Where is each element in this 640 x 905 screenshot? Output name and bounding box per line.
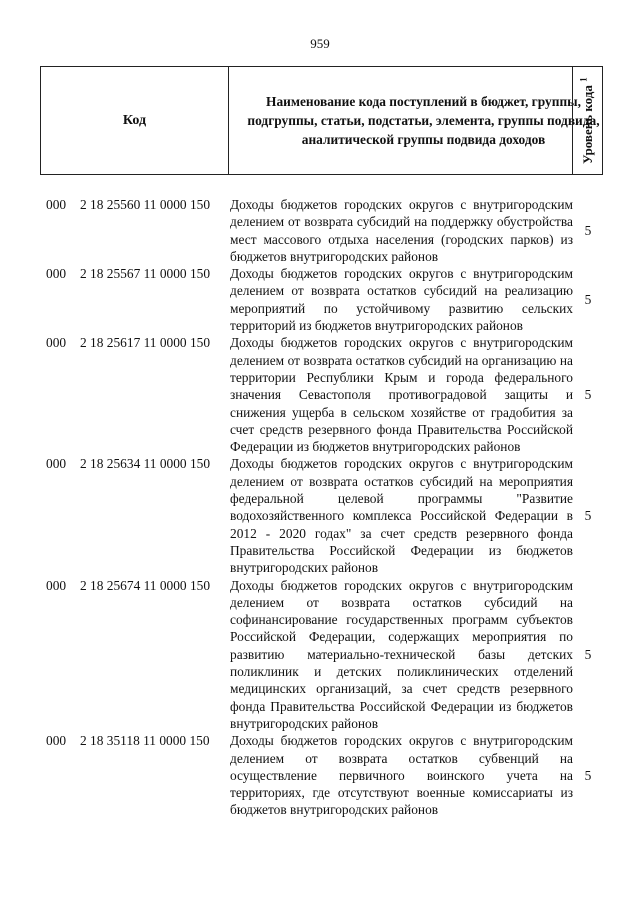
level-column-header (572, 67, 602, 174)
level-label: Уровень кода (580, 84, 596, 164)
row-description: Доходы бюджетов городских округов с внутригородским делением от возврата субсидий на поддержку обустройства мест массового отдыха населения (городских парков) из бюджетов внутригородских районов (230, 197, 573, 264)
level-column-header-label (579, 77, 596, 164)
row-group-code: 000 (46, 733, 67, 749)
row-level: 5 (584, 292, 592, 308)
table-row (40, 577, 603, 733)
table-row (40, 265, 603, 334)
row-income-code: 2 18 25617 11 0000 150 (80, 335, 211, 351)
row-description: Доходы бюджетов городских округов с внутригородским делением от возврата остатков субсидий на софинансирование государственных программ субъектов Российской Федерации, содержащих мероприятия по развитию материально-технической базы детских поликлиник и детских поликлинических отделений медицинских организаций, за счет средств резервного фонда Правительства Российской Федерации из бюджетов внутригородских районов (230, 577, 573, 731)
row-description: Доходы бюджетов городских округов с внутригородским делением от возврата остатков субсидий на реализацию мероприятий по устойчивому развитию сельских территорий из бюджетов внутригородских районов (230, 266, 573, 334)
row-level: 5 (584, 387, 592, 403)
row-group-code: 000 (46, 335, 67, 351)
row-income-code: 2 18 25634 11 0000 150 (80, 456, 211, 472)
row-level: 5 (584, 222, 592, 238)
table-body (40, 196, 603, 819)
row-group-code: 000 (46, 197, 67, 212)
row-income-code: 2 18 25560 11 0000 150 (80, 197, 211, 212)
row-income-code: 2 18 25674 11 0000 150 (80, 577, 211, 593)
row-group-code: 000 (46, 577, 67, 593)
table-row (40, 732, 603, 818)
table-row (40, 334, 603, 455)
row-income-code: 2 18 25567 11 0000 150 (80, 266, 211, 282)
level-footnote-marker: 1 (578, 77, 589, 82)
row-income-code: 2 18 35118 11 0000 150 (80, 733, 210, 749)
row-group-code: 000 (46, 456, 67, 472)
row-level: 5 (584, 508, 592, 524)
row-description: Доходы бюджетов городских округов с внутригородским делением от возврата остатков субсидий на мероприятия федеральной целевой программы "Развитие водохозяйственного комплекса Российской Федерации в 2012 - 2020 годах" за счет средств резервного фонда Правительства Российской Федерации из бюджетов внутригородских районов (230, 456, 573, 576)
row-level: 5 (584, 767, 592, 783)
code-column-header: Код (41, 67, 229, 174)
row-description: Доходы бюджетов городских округов с внутригородским делением от возврата остатков субвенций на осуществление первичного воинского учета на территориях, где отсутствуют военные комиссариаты из бюджетов внутригородских районов (230, 733, 573, 818)
row-description: Доходы бюджетов городских округов с внутригородским делением от возврата остатков субсидий на организацию на территории Республики Крым и города федерального значения Севастополя противоградовой защиты и снижения ущерба в сельском хозяйстве от градобития за счет средств резервного фонда Правительства Российской Федерации из бюджетов внутригородских районов (230, 335, 573, 455)
table-header (40, 66, 603, 175)
table-row (40, 196, 603, 265)
row-group-code: 000 (46, 266, 67, 282)
page-number: 959 (310, 36, 330, 51)
row-level: 5 (584, 646, 592, 662)
name-column-header: Наименование кода поступлений в бюджет, группы, подгруппы, статьи, подстатьи, элемента, группы подвида, аналитической группы подвида доходов (247, 94, 600, 147)
table-row (40, 455, 603, 576)
